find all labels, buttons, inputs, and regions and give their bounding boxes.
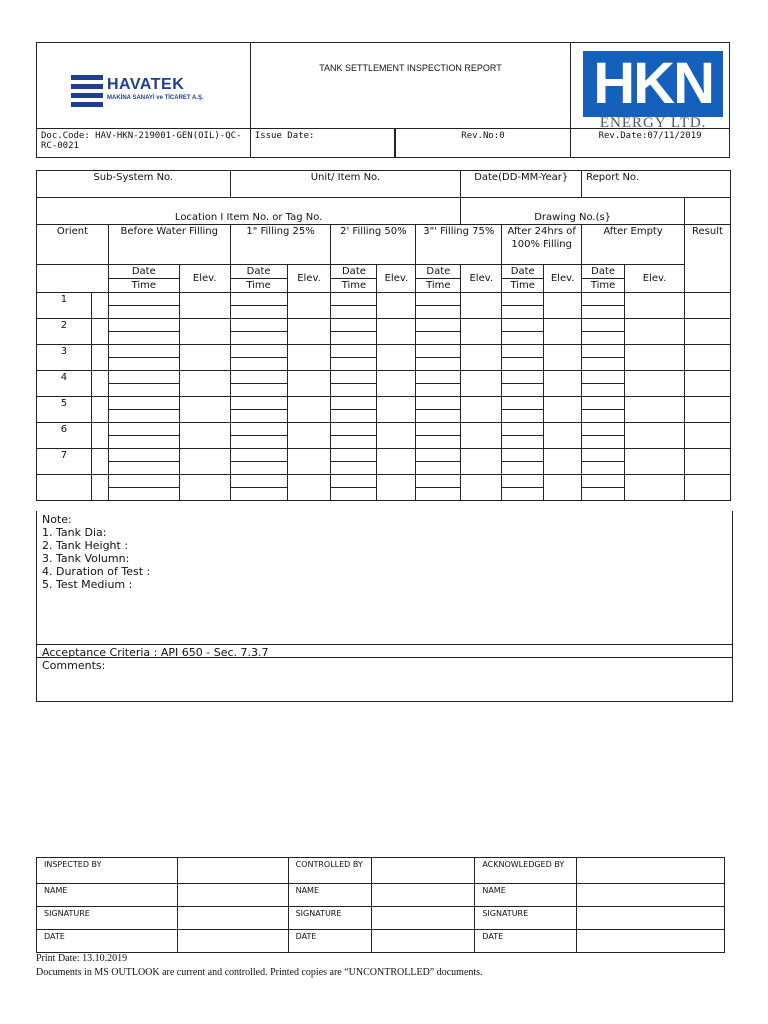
date-cell[interactable] (331, 475, 377, 488)
issue-date: Issue Date: (250, 129, 394, 158)
date-cell[interactable] (108, 293, 179, 306)
time-cell[interactable] (331, 462, 377, 475)
orient-cell: 1 (37, 293, 92, 319)
date-label: DATE (475, 930, 577, 953)
elev-cell[interactable] (377, 371, 416, 397)
report-title: TANK SETTLEMENT INSPECTION REPORT (250, 43, 570, 129)
elev-cell[interactable] (377, 293, 416, 319)
elev-cell[interactable] (461, 449, 502, 475)
date-cell[interactable] (416, 397, 461, 410)
elev-cell[interactable] (287, 397, 331, 423)
time-cell[interactable] (582, 488, 625, 501)
company-name: HAVATEK (107, 76, 185, 93)
date-cell[interactable] (582, 423, 625, 436)
date-cell[interactable] (108, 475, 179, 488)
inspected-by-label: INSPECTED BY (37, 858, 178, 884)
elev-cell[interactable] (625, 449, 685, 475)
time-cell[interactable] (331, 306, 377, 319)
date-cell[interactable] (416, 423, 461, 436)
time-cell[interactable] (582, 358, 625, 371)
hkn-logo-mark: HKN (583, 51, 723, 117)
result-cell[interactable] (684, 319, 730, 345)
havatek-logo (37, 43, 251, 129)
name-label: NAME (37, 884, 178, 907)
time-cell[interactable] (108, 306, 179, 319)
time-cell[interactable] (108, 462, 179, 475)
time-cell[interactable] (331, 436, 377, 449)
time-cell[interactable] (582, 436, 625, 449)
orient-cell: 2 (37, 319, 92, 345)
company-subtitle: MAKİNA SANAYİ ve TİCARET A.Ş. (107, 95, 204, 101)
date-cell[interactable] (230, 293, 287, 306)
time-cell[interactable] (582, 332, 625, 345)
elev-cell[interactable] (377, 475, 416, 501)
time-cell[interactable] (230, 358, 287, 371)
table-row (37, 423, 731, 436)
time-cell[interactable] (331, 332, 377, 345)
date-cell[interactable] (108, 423, 179, 436)
elev-cell[interactable] (179, 371, 230, 397)
elev-cell[interactable] (287, 345, 331, 371)
date-cell[interactable] (108, 371, 179, 384)
date-label: DATE (37, 930, 178, 953)
time-label: Time (108, 279, 179, 293)
time-label: Time (582, 279, 625, 293)
orient-sub-cell[interactable] (91, 397, 108, 423)
time-cell[interactable] (416, 488, 461, 501)
hkn-logo (571, 43, 730, 129)
time-cell[interactable] (331, 358, 377, 371)
time-cell[interactable] (108, 436, 179, 449)
date-field[interactable] (177, 930, 288, 953)
time-label: Time (416, 279, 461, 293)
date-label: Date (331, 265, 377, 279)
table-row (37, 475, 731, 488)
notes-section (36, 511, 733, 702)
elev-label: Elev. (625, 265, 685, 293)
elev-cell[interactable] (625, 397, 685, 423)
orient-sub-cell[interactable] (91, 475, 108, 501)
elev-cell[interactable] (287, 423, 331, 449)
signature-field[interactable] (371, 907, 475, 930)
date-cell[interactable] (502, 423, 544, 436)
elev-cell[interactable] (625, 293, 685, 319)
date-cell[interactable] (331, 449, 377, 462)
report-no-field: Report No. (582, 171, 731, 198)
date-label: Date (230, 265, 287, 279)
orient-sub-cell[interactable] (91, 293, 108, 319)
elev-cell[interactable] (625, 319, 685, 345)
time-cell[interactable] (108, 410, 179, 423)
date-cell[interactable] (416, 449, 461, 462)
orient-sub-cell[interactable] (91, 345, 108, 371)
time-cell[interactable] (108, 384, 179, 397)
elev-cell[interactable] (179, 293, 230, 319)
elev-label: Elev. (461, 265, 502, 293)
table-row (37, 293, 731, 306)
date-cell[interactable] (230, 319, 287, 332)
sub-system-field: Sub-System No. (37, 171, 231, 198)
time-label: Time (331, 279, 377, 293)
time-cell[interactable] (416, 436, 461, 449)
time-cell[interactable] (108, 488, 179, 501)
date-label: DATE (288, 930, 371, 953)
elev-cell[interactable] (179, 423, 230, 449)
inspected-by-field[interactable] (177, 858, 288, 884)
date-cell[interactable] (331, 293, 377, 306)
orient-cell: 6 (37, 423, 92, 449)
orient-cell (37, 475, 92, 501)
date-cell[interactable] (108, 449, 179, 462)
time-label: Time (230, 279, 287, 293)
elev-label: Elev. (179, 265, 230, 293)
elev-cell[interactable] (544, 475, 582, 501)
name-label: NAME (475, 884, 577, 907)
table-row (37, 449, 731, 462)
date-cell[interactable] (230, 423, 287, 436)
date-cell[interactable] (416, 319, 461, 332)
elev-cell[interactable] (544, 319, 582, 345)
hkn-energy-text: ENERGY LTD. (599, 115, 707, 131)
date-cell[interactable] (582, 449, 625, 462)
table-row (37, 397, 731, 410)
time-cell[interactable] (582, 410, 625, 423)
orient-sub-cell[interactable] (91, 423, 108, 449)
time-cell[interactable] (502, 410, 544, 423)
elev-label: Elev. (287, 265, 331, 293)
elev-cell[interactable] (544, 371, 582, 397)
time-label: Time (502, 279, 544, 293)
date-cell[interactable] (502, 345, 544, 358)
date-label: Date (416, 265, 461, 279)
time-cell[interactable] (582, 462, 625, 475)
note-item: 1. Tank Dia: (42, 526, 107, 539)
elev-cell[interactable] (544, 449, 582, 475)
elev-cell[interactable] (544, 397, 582, 423)
elev-cell[interactable] (179, 319, 230, 345)
time-cell[interactable] (230, 306, 287, 319)
signature-field[interactable] (177, 907, 288, 930)
date-cell[interactable] (502, 397, 544, 410)
acceptance-criteria: Acceptance Criteria : API 650 - Sec. 7.3.7 (37, 644, 732, 661)
time-cell[interactable] (502, 436, 544, 449)
table-row (37, 371, 731, 384)
controlled-by-label: CONTROLLED BY (288, 858, 371, 884)
elev-cell[interactable] (377, 449, 416, 475)
orient-header: Orient (37, 225, 109, 265)
signature-label: SIGNATURE (288, 907, 371, 930)
elev-cell[interactable] (179, 449, 230, 475)
time-cell[interactable] (230, 462, 287, 475)
date-cell[interactable] (230, 449, 287, 462)
date-cell[interactable] (331, 371, 377, 384)
comments-field: Comments: (37, 657, 732, 673)
time-cell[interactable] (230, 488, 287, 501)
date-cell[interactable] (502, 319, 544, 332)
note-item: 4. Duration of Test : (42, 565, 151, 578)
date-field: Date(DD-MM-Year} (461, 171, 582, 198)
elev-cell[interactable] (461, 345, 502, 371)
time-cell[interactable] (502, 384, 544, 397)
control-notice: Documents in MS OUTLOOK are current and controlled. Printed copies are “UNCONTROLLED” documents. (36, 967, 483, 978)
name-field[interactable] (577, 884, 725, 907)
date-cell[interactable] (331, 397, 377, 410)
document-header (36, 42, 730, 158)
time-cell[interactable] (582, 384, 625, 397)
elev-label: Elev. (544, 265, 582, 293)
result-cell[interactable] (684, 475, 730, 501)
table-row (37, 345, 731, 358)
date-cell[interactable] (502, 293, 544, 306)
signature-label: SIGNATURE (37, 907, 178, 930)
elev-cell[interactable] (625, 475, 685, 501)
date-cell[interactable] (416, 293, 461, 306)
stage-header: After 24hrs of 100% Filling (502, 225, 582, 265)
elev-cell[interactable] (544, 293, 582, 319)
elev-cell[interactable] (287, 475, 331, 501)
rev-date: Rev.Date:07/11/2019 (571, 129, 730, 158)
date-cell[interactable] (230, 475, 287, 488)
acknowledged-by-field[interactable] (577, 858, 725, 884)
date-cell[interactable] (331, 345, 377, 358)
elev-cell[interactable] (179, 397, 230, 423)
table-row (37, 319, 731, 332)
time-cell[interactable] (502, 306, 544, 319)
time-cell[interactable] (416, 462, 461, 475)
date-label: Date (582, 265, 625, 279)
print-date: Print Date: 13.10.2019 (36, 953, 128, 964)
notes-heading: Note: (42, 513, 72, 526)
elev-cell[interactable] (377, 319, 416, 345)
elev-label: Elev. (377, 265, 416, 293)
date-cell[interactable] (108, 397, 179, 410)
result-cell[interactable] (684, 397, 730, 423)
date-label: Date (108, 265, 179, 279)
time-cell[interactable] (230, 384, 287, 397)
date-cell[interactable] (331, 423, 377, 436)
settlement-table (36, 170, 731, 501)
orient-cell: 5 (37, 397, 92, 423)
name-field[interactable] (371, 884, 475, 907)
time-cell[interactable] (108, 358, 179, 371)
stage-header: 2' Filling 50% (331, 225, 416, 265)
time-cell[interactable] (331, 410, 377, 423)
havatek-mark-icon (71, 75, 103, 107)
date-cell[interactable] (502, 371, 544, 384)
result-cell[interactable] (684, 293, 730, 319)
result-header: Result (684, 225, 730, 293)
time-cell[interactable] (230, 332, 287, 345)
acknowledged-by-label: ACKNOWLEDGED BY (475, 858, 577, 884)
time-cell[interactable] (582, 306, 625, 319)
controlled-by-field[interactable] (371, 858, 475, 884)
date-cell[interactable] (108, 319, 179, 332)
date-field[interactable] (577, 930, 725, 953)
time-cell[interactable] (502, 462, 544, 475)
orient-cell: 3 (37, 345, 92, 371)
elev-cell[interactable] (461, 293, 502, 319)
date-cell[interactable] (582, 345, 625, 358)
name-field[interactable] (177, 884, 288, 907)
time-cell[interactable] (502, 488, 544, 501)
elev-cell[interactable] (287, 449, 331, 475)
stage-header: 3"' Filling 75% (416, 225, 502, 265)
elev-cell[interactable] (625, 423, 685, 449)
elev-cell[interactable] (377, 397, 416, 423)
note-item: 3. Tank Volumn: (42, 552, 130, 565)
drawing-field: Drawing No.(s} (461, 198, 685, 225)
date-cell[interactable] (416, 475, 461, 488)
result-cell[interactable] (684, 371, 730, 397)
result-cell[interactable] (684, 423, 730, 449)
time-cell[interactable] (416, 358, 461, 371)
elev-cell[interactable] (287, 371, 331, 397)
location-field: Location I Item No. or Tag No. (37, 198, 461, 225)
elev-cell[interactable] (179, 345, 230, 371)
time-cell[interactable] (416, 410, 461, 423)
elev-cell[interactable] (287, 319, 331, 345)
date-cell[interactable] (582, 371, 625, 384)
time-cell[interactable] (230, 410, 287, 423)
time-cell[interactable] (416, 384, 461, 397)
note-item: 2. Tank Height : (42, 539, 129, 552)
time-cell[interactable] (230, 436, 287, 449)
date-cell[interactable] (502, 449, 544, 462)
elev-cell[interactable] (287, 293, 331, 319)
date-field[interactable] (371, 930, 475, 953)
elev-cell[interactable] (461, 423, 502, 449)
time-cell[interactable] (416, 306, 461, 319)
date-cell[interactable] (108, 345, 179, 358)
time-cell[interactable] (108, 332, 179, 345)
date-cell[interactable] (230, 371, 287, 384)
signature-field[interactable] (577, 907, 725, 930)
time-cell[interactable] (502, 332, 544, 345)
unit-item-field: Unit/ Item No. (230, 171, 461, 198)
time-cell[interactable] (331, 384, 377, 397)
stage-header: After Empty (582, 225, 685, 265)
elev-cell[interactable] (461, 397, 502, 423)
time-cell[interactable] (502, 358, 544, 371)
elev-cell[interactable] (377, 423, 416, 449)
orient-sub-cell[interactable] (91, 449, 108, 475)
elev-cell[interactable] (461, 371, 502, 397)
elev-cell[interactable] (377, 345, 416, 371)
elev-cell[interactable] (625, 371, 685, 397)
date-cell[interactable] (416, 371, 461, 384)
date-cell[interactable] (230, 345, 287, 358)
date-cell[interactable] (582, 293, 625, 306)
stage-header: 1" Filling 25% (230, 225, 331, 265)
date-cell[interactable] (230, 397, 287, 410)
elev-cell[interactable] (179, 475, 230, 501)
elev-cell[interactable] (544, 345, 582, 371)
date-cell[interactable] (582, 397, 625, 410)
elev-cell[interactable] (544, 423, 582, 449)
date-cell[interactable] (502, 475, 544, 488)
elev-cell[interactable] (625, 345, 685, 371)
date-label: Date (502, 265, 544, 279)
doc-code: Doc.Code: HAV-HKN-219001-GEN(OIL)-QC-RC-0021 (37, 129, 251, 158)
result-cell[interactable] (684, 449, 730, 475)
date-cell[interactable] (582, 475, 625, 488)
rev-no: Rev.No:0 (395, 129, 570, 158)
orient-sub-cell[interactable] (91, 319, 108, 345)
orient-sub-cell[interactable] (91, 371, 108, 397)
date-cell[interactable] (582, 319, 625, 332)
time-cell[interactable] (416, 332, 461, 345)
note-item: 5. Test Medium : (42, 578, 133, 591)
elev-cell[interactable] (461, 319, 502, 345)
name-label: NAME (288, 884, 371, 907)
signoff-table (36, 857, 725, 953)
elev-cell[interactable] (461, 475, 502, 501)
signature-label: SIGNATURE (475, 907, 577, 930)
result-cell[interactable] (684, 345, 730, 371)
date-cell[interactable] (331, 319, 377, 332)
orient-cell: 4 (37, 371, 92, 397)
time-cell[interactable] (331, 488, 377, 501)
date-cell[interactable] (416, 345, 461, 358)
stage-header: Before Water Filling (108, 225, 230, 265)
orient-cell: 7 (37, 449, 92, 475)
